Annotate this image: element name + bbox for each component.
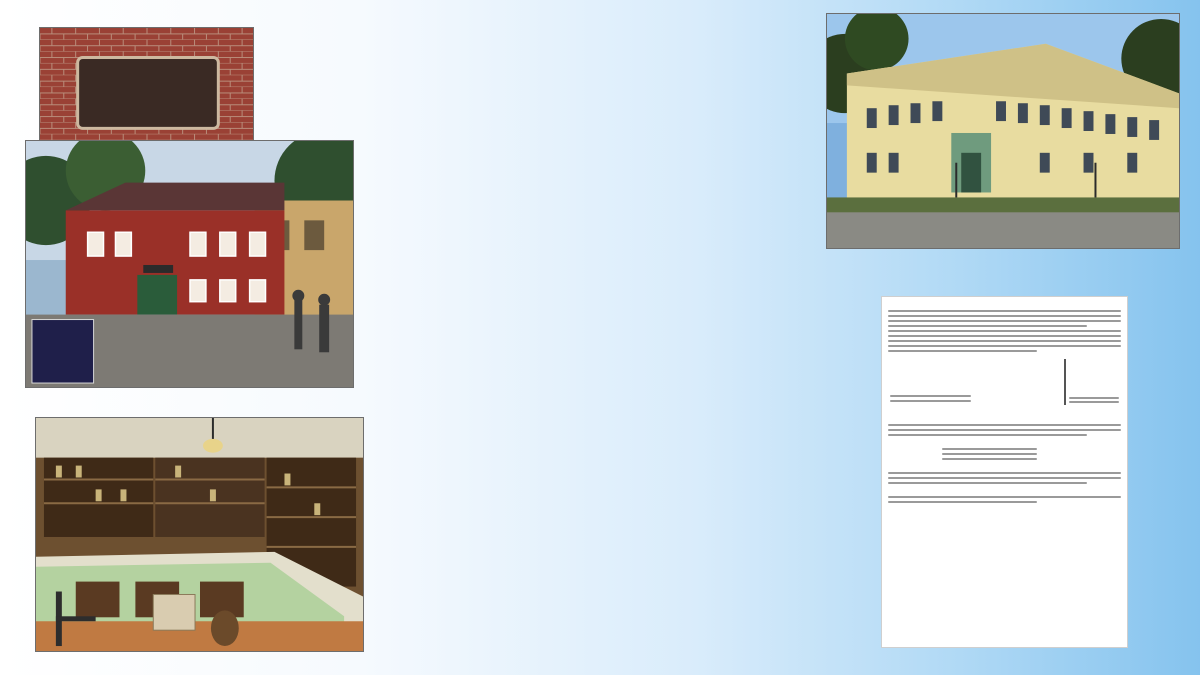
museum-photo	[25, 140, 354, 388]
graduation-certificate	[881, 296, 1128, 648]
shop-sign-photo	[39, 27, 254, 154]
gymnasium-photo	[826, 13, 1180, 249]
shop-interior-photo	[35, 417, 364, 652]
biography-text	[377, 52, 817, 66]
